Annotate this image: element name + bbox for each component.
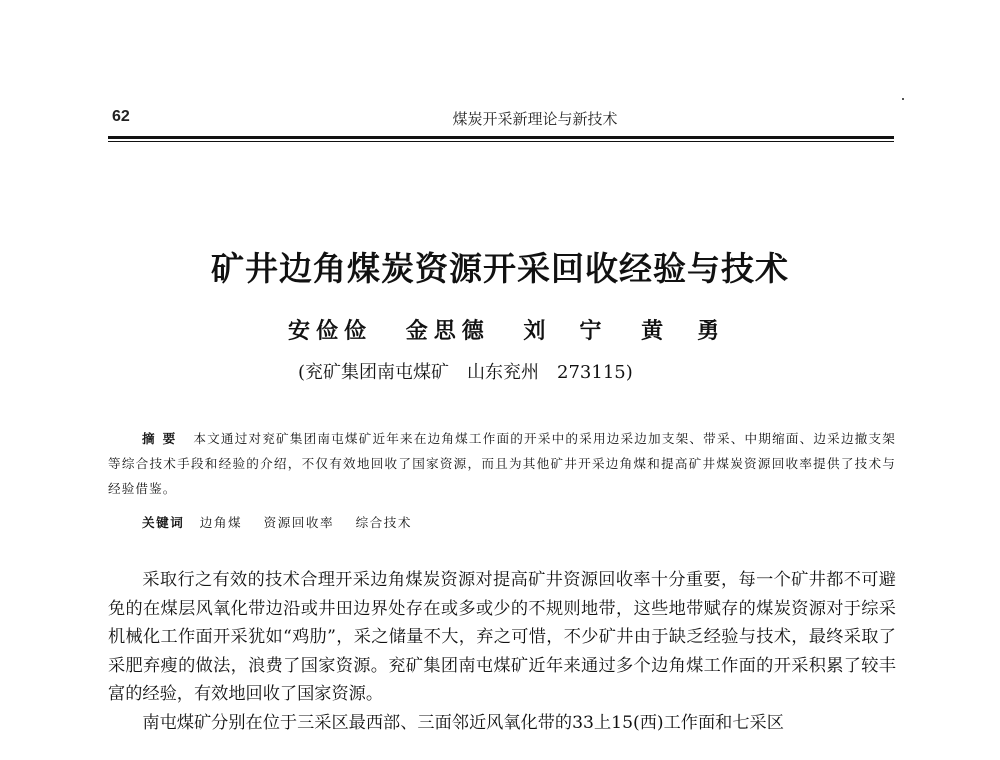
author-name: 黄 勇 [641,318,726,344]
affiliation: (兖矿集团南屯煤矿 山东兖州 273115) [298,362,633,383]
keyword: 综合技术 [355,515,412,530]
author-name: 安俭俭 [288,318,373,344]
author-name: 金思德 [405,318,490,344]
paragraph: 采取行之有效的技术合理开采边角煤炭资源对提高矿井资源回收率十分重要，每一个矿井都不可避免的在煤层风氧化带边沿或井田边界处存在或多或少的不规则地带，这些地带赋存的煤炭资源对于综采机械化工作面开采犹如“鸡肋”，采之储量不大，弃之可惜，不少矿井由于缺乏经验与技术，最终采取了采肥弃瘦的做法，浪费了国家资源。兖矿集团南屯煤矿近年来通过多个边角煤工作面的开采积累了较丰富的经验，有效地回收了国家资源。 [108,570,896,704]
paper-title: 矿井边角煤炭资源开采回收经验与技术 [211,249,789,288]
abstract-label: 摘要 [142,431,184,446]
keywords-label: 关键词 [142,515,185,530]
header-rule-thick [108,136,894,139]
page-number: 62 [112,108,130,125]
running-title: 煤炭开采新理论与新技术 [452,110,618,128]
header-rule-thin [108,141,894,142]
author-list [288,314,751,345]
abstract [108,426,896,501]
keyword: 边角煤 [199,515,243,530]
abstract-text: 本文通过对兖矿集团南屯煤矿近年来在边角煤工作面的开采中的采用边采边加支架、带采、中期缩面、边采边撤支架等综合技术手段和经验的介绍，不仅有效地回收了国家资源，而且为其他矿井开采边角煤和提高矿井煤炭资源回收率提供了技术与经验借鉴。 [108,431,896,496]
keyword: 资源回收率 [263,515,335,530]
scan-speck [902,98,904,100]
paragraph: 南屯煤矿分别在位于三采区最西部、三面邻近风氧化带的33上15(西)工作面和七采区 [142,712,784,733]
keywords [108,512,896,531]
body-text [108,566,896,737]
author-name: 刘 宁 [523,318,608,344]
